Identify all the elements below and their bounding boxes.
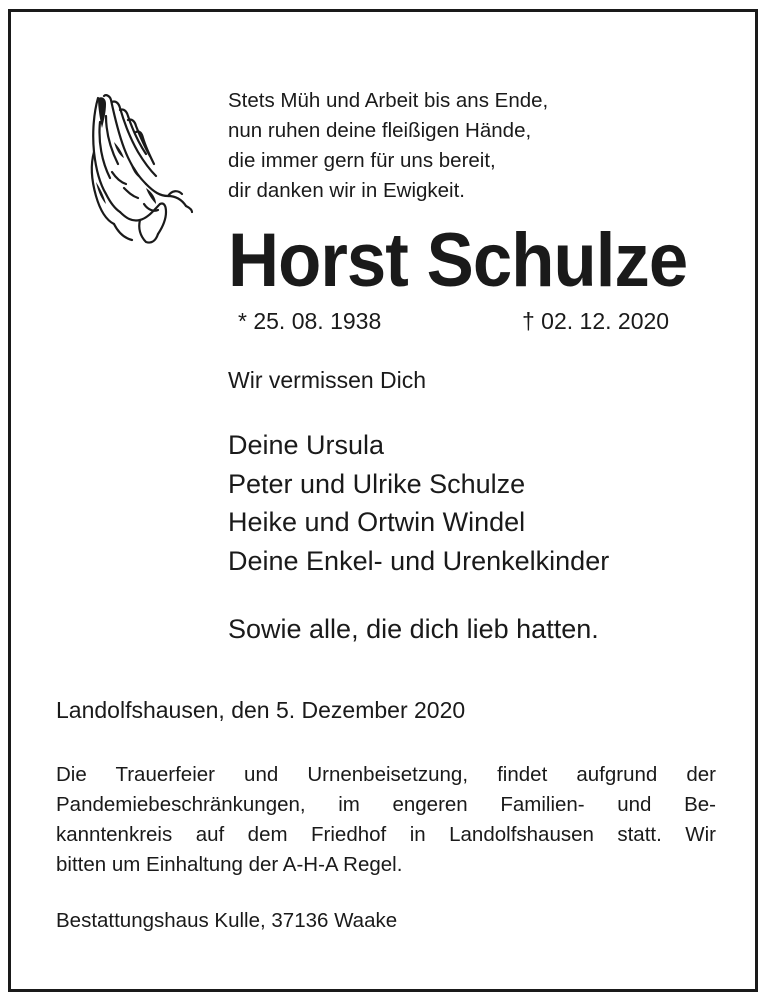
- undertaker: Bestattungshaus Kulle, 37136 Waake: [56, 909, 398, 932]
- birth-date: * 25. 08. 1938: [238, 308, 382, 334]
- family-member: Peter und Ulrike Schulze: [228, 468, 526, 499]
- poem-line: dir danken wir in Ewigkeit.: [228, 179, 465, 202]
- message: Wir vermissen Dich: [228, 367, 427, 393]
- notice-line: Pandemiebeschränkungen, im engeren Familien- und Be-: [56, 793, 716, 816]
- family-member: Deine Ursula: [228, 430, 385, 460]
- others-line: Sowie alle, die dich lieb hatten.: [228, 614, 599, 644]
- poem-line: nun ruhen deine fleißigen Hände,: [228, 119, 532, 142]
- deceased-name: Horst Schulze: [228, 218, 688, 303]
- notice-line: bitten um Einhaltung der A-H-A Regel.: [56, 853, 403, 876]
- family-list: [228, 426, 609, 580]
- poem-line: die immer gern für uns bereit,: [228, 149, 496, 172]
- family-member: Heike und Ortwin Windel: [228, 507, 526, 537]
- poem: [228, 86, 548, 206]
- poem-line: Stets Müh und Arbeit bis ans Ende,: [228, 89, 549, 112]
- death-date: † 02. 12. 2020: [522, 308, 670, 334]
- notice-line: kanntenkreis auf dem Friedhof in Landolfshausen statt. Wir: [56, 823, 716, 846]
- notice-line: Die Trauerfeier und Urnenbeisetzung, findet aufgrund der: [56, 763, 716, 786]
- family-member: Deine Enkel- und Urenkelkinder: [228, 545, 610, 576]
- funeral-notice: [56, 760, 716, 880]
- place-date: Landolfshausen, den 5. Dezember 2020: [56, 697, 466, 723]
- praying-hands-icon: [84, 92, 196, 244]
